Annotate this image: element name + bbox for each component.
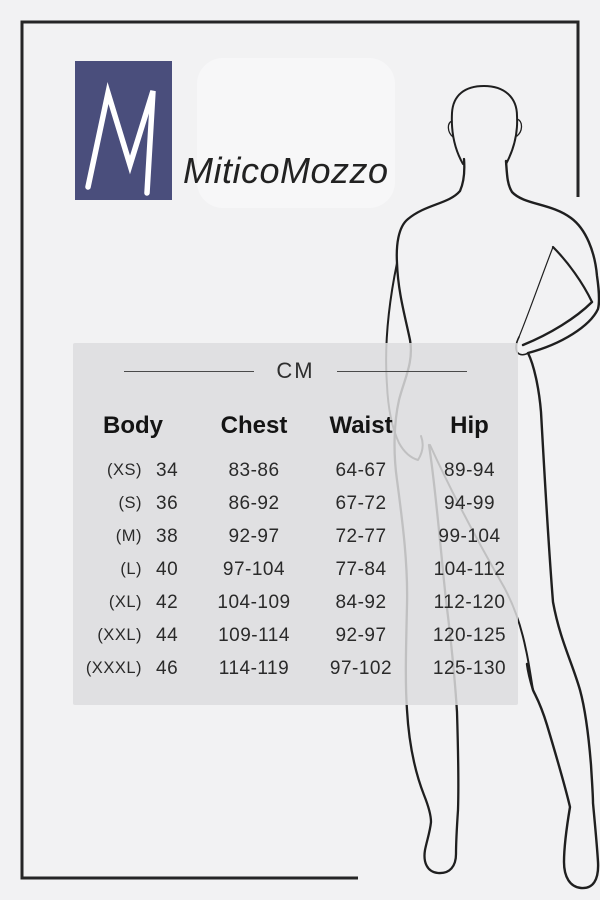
body-value: 34 xyxy=(156,459,179,481)
chest-value: 92-97 xyxy=(228,525,280,547)
size-code: (XXXL) xyxy=(85,659,142,677)
size-code: (S) xyxy=(118,494,142,512)
column-header-row xyxy=(73,411,518,441)
waist-value: 97-102 xyxy=(329,657,393,679)
hip-value: 94-99 xyxy=(443,492,496,514)
table-row-xl xyxy=(73,586,518,619)
table-row-xxl xyxy=(73,619,518,652)
body-value: 42 xyxy=(156,591,179,613)
table-row-xs xyxy=(73,454,518,487)
waist-value: 84-92 xyxy=(335,591,387,613)
body-value: 44 xyxy=(156,624,179,646)
hip-value: 89-94 xyxy=(443,459,496,481)
chest-value: 104-109 xyxy=(217,591,291,613)
waist-value: 77-84 xyxy=(335,558,387,580)
chest-value: 97-104 xyxy=(222,558,286,580)
size-code: (XS) xyxy=(107,461,142,479)
body-value: 40 xyxy=(156,558,179,580)
size-rows xyxy=(73,454,518,685)
column-header-body: Body xyxy=(103,412,163,439)
chest-value: 83-86 xyxy=(228,459,280,481)
body-value: 36 xyxy=(156,492,179,514)
waist-value: 92-97 xyxy=(335,624,387,646)
table-row-xxxl xyxy=(73,652,518,685)
column-header-hip: Hip xyxy=(450,412,489,439)
hip-value: 104-112 xyxy=(433,558,506,580)
waist-value: 67-72 xyxy=(335,492,387,514)
unit-header xyxy=(73,356,518,386)
chest-value: 86-92 xyxy=(228,492,280,514)
size-code: (XL) xyxy=(108,593,142,611)
chest-value: 109-114 xyxy=(218,624,290,646)
brand-logo-square xyxy=(75,61,172,200)
hip-value: 112-120 xyxy=(433,591,506,613)
waist-value: 64-67 xyxy=(335,459,387,481)
waist-value: 72-77 xyxy=(335,525,387,547)
hip-value: 99-104 xyxy=(438,525,501,547)
brand-monogram-m-icon xyxy=(75,61,172,200)
unit-label: CM xyxy=(276,358,315,383)
hip-value: 125-130 xyxy=(432,657,507,679)
column-header-waist: Waist xyxy=(329,412,393,439)
body-value: 38 xyxy=(156,525,179,547)
unit-rule-right xyxy=(337,371,467,372)
size-code: (L) xyxy=(120,560,142,578)
body-value: 46 xyxy=(156,657,179,679)
hip-value: 120-125 xyxy=(432,624,507,646)
table-row-l xyxy=(73,553,518,586)
table-row-s xyxy=(73,487,518,520)
column-header-chest: Chest xyxy=(220,412,288,439)
chest-value: 114-119 xyxy=(218,657,290,679)
table-row-m xyxy=(73,520,518,553)
brand-name: MiticoMozzo xyxy=(183,150,389,191)
size-code: (M) xyxy=(115,527,142,545)
size-code: (XXL) xyxy=(97,626,142,644)
unit-rule-left xyxy=(124,371,254,372)
size-chart-panel xyxy=(73,343,518,705)
